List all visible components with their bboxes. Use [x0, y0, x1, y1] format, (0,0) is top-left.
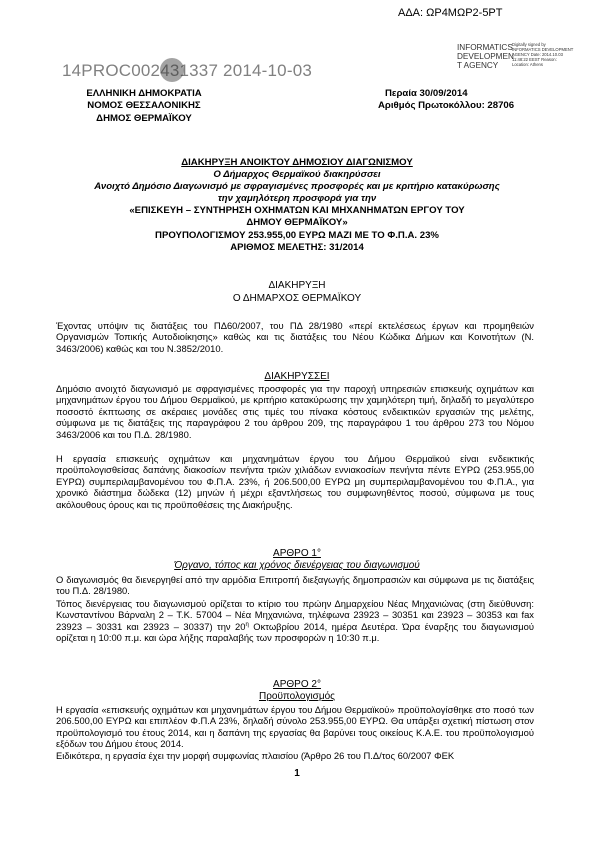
signer-name: INFORMATICS DEVELOPMEN T AGENCY: [457, 43, 514, 70]
article2-heading: ΑΡΘΡΟ 2°: [273, 679, 321, 690]
title-line: ΑΡΙΘΜΟΣ ΜΕΛΕΤΗΣ: 31/2014: [230, 241, 364, 253]
article2-paragraph-2: Ειδικότερα, η εργασία έχει την μορφή συμφωνίας πλαισίου (Άρθρο 26 του Π.Δ/τος 60/2007 ΦΕΚ: [56, 750, 455, 761]
issuer-line: ΔΗΜΟΣ ΘΕΡΜΑΪΚΟΥ: [96, 112, 192, 124]
article2-paragraph: Η εργασία «επισκευής οχημάτων και μηχανημάτων έργου του Δήμου Θερμαϊκού» προϋπολογίσθηκε στο ποσό των 206.500,00 ΕΥΡΩ και επιπλέον Φ.Π.Α 23%, δηλαδή σύνολο 253.955,00 ΕΥΡΩ. Θα υπάρξει σχετική πίστωση στον προϋπολογισμό του έτους 2014, και η δαπάνη της εργασίας θα βαρύνει τους οικείους Κ.Α.Ε. του προϋπολογισμού εξόδων του Δήμου έτους 2014.: [56, 704, 534, 750]
article1-paragraph: Ο διαγωνισμός θα διενεργηθεί από την αρμόδια Επιτροπή διεξαγωγής δημοπρασιών και σύμφωνα με τις διατάξεις του Π.Δ. 28/1980.: [56, 574, 534, 597]
mayor-heading: Ο ΔΗΜΑΡΧΟΣ ΘΕΡΜΑΪΚΟΥ: [232, 293, 362, 304]
venue-text: Τόπος διενέργειας του διαγωνισμού ορίζεται το κτίριο του πρώην Δημαρχείου Νέας Μηχανιώνας (στη διεύθυνση: Κωνσταντίνου Βάρναλη 2 – Τ.Κ. 57004 – Νέα Μηχανιώνα, τηλέφωνα 23923 – 30351 και 23923 – 30353 και fax 23923 – 30331 και 23923 – 30337) την 20: [56, 598, 534, 632]
page-number: 1: [294, 768, 300, 779]
protocol-number: Αριθμός Πρωτοκόλλου: 28706: [378, 100, 515, 112]
title-line: Ο Δήμαρχος Θερμαϊκού διακηρύσσει: [213, 169, 381, 181]
document-date: Περαία 30/09/2014: [385, 88, 468, 99]
title-block: [60, 157, 534, 254]
issuer-line: ΝΟΜΟΣ ΘΕΣΣΑΛΟΝΙΚΗΣ: [87, 100, 201, 112]
protocol-stamp: 14PROC002431337 2014-10-03: [62, 61, 312, 80]
date-protocol-block: [378, 88, 514, 113]
title-line: ΔΙΑΚΗΡΥΞΗ ΑΝΟΙΚΤΟΥ ΔΗΜΟΣΙΟΥ ΔΙΑΓΩΝΙΣΜΟΥ: [181, 157, 413, 168]
paragraph-subject: Δημόσιο ανοιχτό διαγωνισμό με σφραγισμένες προσφορές για την παροχή υπηρεσιών επισκευής οχημάτων και μηχανημάτων έργου του Δήμου Θερμαϊκού, με κριτήριο κατακύρωσης την χαμηλότερη τιμή, δηλαδή το μεγαλύτερο ποσοστό έκπτωσης σε ακέραιες μονάδες στις τιμές του πίνακα κόστους ενδεικτικών εργασιών της μελέτης, σύμφωνα με τις διατάξεις της παραγράφου 2 του άρθρου 209, της παραγράφου 1 του άρθρου 273 του Νόμου 3463/2006 και του Π.Δ. 28/1980.: [56, 383, 534, 440]
declares-heading: ΔΙΑΚΗΡΥΣΣΕΙ: [264, 371, 330, 382]
seal-icon: [160, 58, 184, 82]
paragraph-budget: Η εργασία επισκευής οχημάτων και μηχανημάτων έργου του Δήμου Θερμαϊκού είναι ενδεικτικής προϋπολογισθείσας δαπάνης διακοσίων πενήντα τριών χιλιάδων εννιακοσίων πενήντα πέντε ΕΥΡΩ (253.955,00 ΕΥΡΩ) συμπεριλαμβανομένου του Φ.Π.Α. 23%, ή 206.500,00 ΕΥΡΩ μη συμπεριλαμβανομένου του Φ.Π.Α., για χρονικό διάστημα δώδεκα (12) μηνών ή μέχρι εξαντλήσεως του συμφωνηθέντος ποσού, σύμφωνα με τους ακόλουθους όρους και τις προϋποθέσεις της Διακήρυξης.: [56, 453, 534, 510]
issuer-line: ΕΛΛΗΝΙΚΗ ΔΗΜΟΚΡΑΤΙΑ: [86, 88, 202, 99]
article1-subheading: Όργανο, τόπος και χρόνος διενέργειας του διαγωνισμού: [174, 560, 420, 571]
title-line: ΔΗΜΟΥ ΘΕΡΜΑΪΚΟΥ»: [246, 217, 348, 229]
ada-code: ΑΔΑ: ΩΡ4ΜΩΡ2-5ΡΤ: [398, 7, 503, 19]
article1-heading: ΑΡΘΡΟ 1°: [273, 548, 321, 559]
ordinal-superscript: η: [245, 621, 249, 628]
venue-text-cont: Οκτωβρίου 2014, ημέρα Δευτέρα. Ώρα έναρξης του διαγωνισμού ορίζεται η 10:00 π.μ. και ώρα λήξης παραλαβής των προσφορών η 10:30 π.μ.: [56, 620, 535, 644]
issuer-block: [84, 88, 204, 125]
title-line: Ανοιχτό Δημόσιο Διαγωνισμό με σφραγισμένες προσφορές και με κριτήριο κατακύρωσης: [94, 181, 500, 193]
signature-details: Digitally signed by INFORMATICS DEVELOPMENT AGENCY Date: 2014.10.03 11:48:22 EEST Reason: Location: Athens: [512, 42, 574, 67]
article2-subheading: Προϋπολογισμός: [258, 691, 335, 702]
title-line: την χαμηλότερη προσφορά για την: [217, 193, 377, 205]
title-line: «ΕΠΙΣΚΕΥΗ – ΣΥΝΤΗΡΗΣΗ ΟΧΗΜΑΤΩΝ ΚΑΙ ΜΗΧΑΝΗΜΑΤΩΝ ΕΡΓΟΥ ΤΟΥ: [129, 205, 465, 217]
article1-venue-paragraph: [56, 598, 534, 644]
proclamation-heading: ΔΙΑΚΗΡΥΞΗ: [268, 280, 326, 291]
intro-paragraph: Έχοντας υπόψιν τις διατάξεις του ΠΔ60/2007, του ΠΔ 28/1980 «περί εκτελέσεως έργων και προμηθειών Οργανισμών Τοπικής Αυτοδιοίκησης» καθώς και τις διατάξεις του Νέου Κώδικα Δήμων και Κοινοτήτων (Ν. 3463/2006) καθώς και του Ν.3852/2010.: [56, 320, 534, 354]
title-line: ΠΡΟΥΠΟΛΟΓΙΣΜΟΥ 253.955,00 ΕΥΡΩ ΜΑΖΙ ΜΕ ΤΟ Φ.Π.Α. 23%: [155, 229, 439, 241]
